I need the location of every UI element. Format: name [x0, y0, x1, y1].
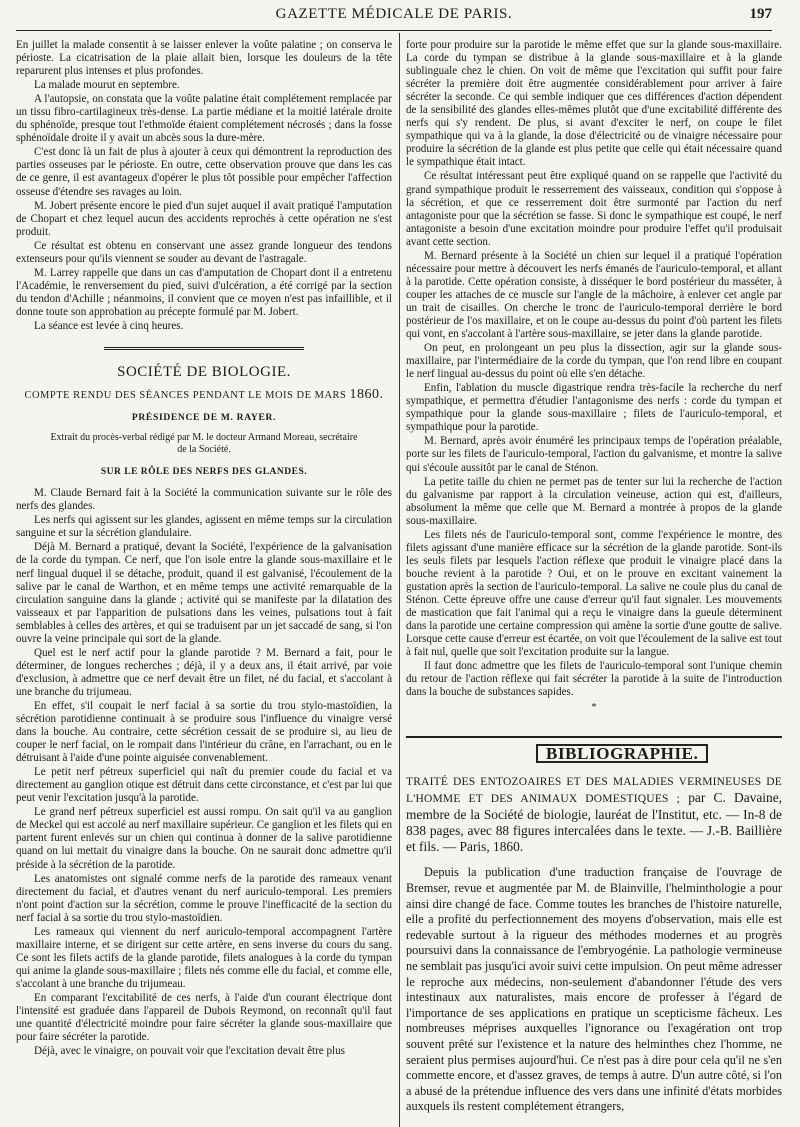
paragraph: La malade mourut en septembre. [34, 79, 180, 92]
end-mark: * [591, 702, 597, 714]
paragraph: Déjà M. Bernard a pratiqué, devant la Société, l'expérience de la galvanisation de la corde du tympan. Ce nerf, que l'on isole entre la glande sous-maxillaire et le nerf lingual duquel il se détache, produit, quand il est galvanisé, l'écoulement de la salive par le canal de Warthon, et en même temps une activité remarquable de la circulation sanguine dans la glande ; activité qui se manifeste par la dilatation des vaisseaux et par l'apparition de pulsations dans les veines, pulsations tout à fait semblables à celles des artères, et qui se traduisent par un jet saccadé de sang, si l'on ouvre la veine principale qui sort de la glande. [16, 541, 392, 645]
paragraph: Le petit nerf pétreux superficiel qui naît du premier coude du facial et va directement au ganglion otique est détruit dans cette circonstance, et c'est par lui que peut venir l'excitation jusqu'à la parotide. [16, 766, 392, 805]
book-details: par C. Davaine, membre de la Société de biologie, lauréat de l'Institut, etc. — In-8 de 838 pages, avec 88 figures intercalées dans le texte. — J.-B. Baillière et fils. — Paris, 1860. [406, 790, 782, 855]
paragraph: En comparant l'excitabilité de ces nerfs, à l'aide d'un courant électrique dont l'intensité est graduée dans l'appareil de Dubois Reymond, on reconnaît qu'il faut une quantité d'électricité moindre pour faire sécréter la glande sous-maxillaire que pour faire sécréter la parotide. [16, 992, 392, 1044]
section-title: SOCIÉTÉ DE BIOLOGIE. [117, 364, 291, 381]
page-header [16, 6, 772, 31]
paragraph: Le grand nerf pétreux superficiel est aussi rompu. On sait qu'il va au ganglion de Meckel qui est accolé au nerf maxillaire supérieur. Ce ganglion et les filets qui en partent furent enlevés sur un chien qui continua à donner de la salive parotidienne quand on lui mettait du vinaigre dans la bouche. On ne saurait donc admettre qu'il préside à la sécrétion de la parotide. [16, 806, 392, 871]
paragraph: M. Jobert présente encore le pied d'un sujet auquel il avait pratiqué l'amputation de Chopart et chez lequel aucun des accidents reprochés à cette opération ne s'est produit. [16, 199, 392, 238]
right-column [406, 39, 782, 1123]
paragraph: Les rameaux qui viennent du nerf auriculo-temporal accompagnent l'artère maxillaire interne, et se dirigent sur cette artère, en sens inverse du cours du sang. Ce sont les filets actifs de la glande parotide, filets analogues à la corde du tympan qui anime la glande sous-maxillaire ; filets nés comme elle du facial, et comme elle, s'accolant à une branche du trijumeau. [16, 925, 392, 990]
book-title: TRAITÉ DES ENTOZOAIRES ET DES MALADIES VERMINEUSES DE L'HOMME ET DES ANIMAUX DOMESTIQUES ; [406, 776, 782, 806]
journal-title: GAZETTE MÉDICALE DE PARIS. [275, 6, 513, 22]
paragraph: La petite taille du chien ne permet pas de tenter sur lui la recherche de l'action du galvanisme par rapport à la circulation veineuse, action qui est, d'ailleurs, absolument la même que celle que M. Bernard a montrée à propos de la glande sous-maxillaire. [406, 475, 782, 527]
paragraph: C'est donc là un fait de plus à ajouter à ceux qui démontrent la reproduction des parties osseuses par le périoste. En outre, cette observation prouve que dans les cas de ce genre, il est avantageux d'opérer le plus tôt possible pour empêcher l'affection osseuse d'étendre ses ravages au loin. [16, 146, 392, 198]
bibliography-heading: BIBLIOGRAPHIE. [536, 744, 708, 763]
paragraph: M. Claude Bernard fait à la Société la communication suivante sur le rôle des nerfs des glandes. [16, 487, 392, 513]
paragraph: Ce résultat est obtenu en conservant une assez grande longueur des tendons extenseurs pour qu'ils viennent se souder au devant de l'astragale. [16, 239, 392, 265]
paragraph: Les nerfs qui agissent sur les glandes, agissent en même temps sur la circulation sanguine et sur la sécrétion glandulaire. [16, 514, 392, 540]
extrait-note: Extrait du procès-verbal rédigé par M. le docteur Armand Moreau, secrétaire de la Société. [50, 432, 358, 456]
page-number: 197 [749, 6, 772, 22]
left-column [16, 39, 392, 1123]
subtitle-year: 1860. [349, 387, 384, 403]
paragraph: On peut, en prolongeant un peu plus la dissection, agir sur la glande sous-maxillaire, par l'intermédiaire de la corde du tympan, que l'on rend libre en coupant le nerf lingual au-dessus du point où elle s'en détache. [406, 342, 782, 381]
paragraph: Ce résultat intéressant peut être expliqué quand on se rappelle que l'activité du grand sympathique produit le resserrement des vaisseaux, condition qui s'oppose à la sécrétion, et que ce resserrement doit être surmonté par l'action du nerf antagoniste pour que la sécrétion se fasse. Si donc le sympathique est coupé, le nerf antagoniste a besoin d'une excitation moindre pour produire l'effet qu'il produisait avant cette section. [406, 170, 782, 248]
section-rule [104, 347, 304, 350]
paragraph: La séance est levée à cinq heures. [34, 319, 184, 332]
column-divider [399, 33, 400, 1127]
paragraph: Les anatomistes ont signalé comme nerfs de la parotide des rameaux venant directement du facial, et d'autres venant du nerf auriculo-temporal. Les premiers n'ont point d'action sur la sécrétion, comme le prouve l'inefficacité de la section du nerf facial à sa sortie du trou stylo-mastoïdien. [16, 872, 392, 924]
book-review [406, 865, 782, 1115]
paragraph: forte pour produire sur la parotide le même effet que sur la glande sous-maxillaire. La corde du tympan se distribue à la glande sous-maxillaire et à la glande sublinguale chez le chien. On voit de même que l'excitation qui suffit pour faire sécréter la première doit être augmentée considérablement pour arriver à faire sécréter la seconde. Ce qui semble indiquer que ces différences d'action dépendent de la sensibilité des glandes elles-mêmes plutôt que d'une excitabilité différente des nerfs qui s'y rendent. De plus, si avant d'exciter le nerf, on coupe le filet sympathique qui va à la glande, la dose d'électricité ou de vinaigre nécessaire pour produire la sécrétion de la glande est plus petite que celle qui était nécessaire quand le sympathique était intact. [406, 39, 782, 169]
two-column-body [16, 39, 790, 1123]
section-subtitle [16, 388, 392, 402]
paragraph: En effet, s'il coupait le nerf facial à sa sortie du trou stylo-mastoïdien, la sécrétion parotidienne continuait à se produire sous l'influence du vinaigre versé dans la bouche. Au contraire, cette sécrétion cessait de se produire si, au lieu de couper le nerf facial, on le rompait dans l'intérieur du crâne, en l'arrachant, ou en le détruisant à l'aide d'une pointe aiguisée convenablement. [16, 699, 392, 765]
paragraph: En juillet la malade consentit à se laisser enlever la voûte palatine ; on conserva le périoste. La cicatrisation de la plaie allait bien, lorsque les douleurs de la tête reparurent plus intenses et plus profondes. [16, 39, 392, 78]
subtitle-text: COMPTE RENDU DES SÉANCES PENDANT LE MOIS DE MARS [24, 390, 347, 402]
presidence-line: PRÉSIDENCE DE M. RAYER. [131, 413, 277, 424]
paragraph: A l'autopsie, on constata que la voûte palatine était complétement remplacée par un tissu fibro-cartilagineux très-dense. La partie médiane et la moitié latérale droite du sphénoïde, presque tout l'ethmoïde étaient complétement nécrosés ; dans la fosse sphénoïdale droite il y avait un abcès sous la dure-mère. [16, 93, 392, 145]
review-paragraph: Depuis la publication d'une traduction française de l'ouvrage de Bremser, revue et augmentée par M. de Blainville, l'helminthologie a pour ainsi dire changé de face. Comme toutes les branches de l'histoire naturelle, elle a profité du perfectionnement des moyens d'observation, mais elle est redevable surtout à la rigueur des méthodes modernes et au progrès poursuivi dans la connaissance de l'embryogénie. La pathologie vermineuse ne semblait pas jusqu'ici avoir suivi cette impulsion. On peut même adresser le reproche aux médecins, non-seulement d'abandonner l'étude des vers intestinaux aux naturalistes, mais encore de professer à l'égard de l'importance de ses applications en pratique un scepticisme fâcheux. Les nombreuses méprises auxquelles l'ignorance ou l'exagération ont trop souvent prêté sur l'existence et la nature des helminthes chez l'homme, ne seraient plus permises aujourd'hui. Ce n'est pas à dire pour cela qu'il ne s'en commette encore, et d'assez graves, de temps à autre. D'un autre côté, si l'on a abusé de la prétendue influence des vers dans une infinité d'états morbides auxquels ils restent complétement étrangers, [406, 865, 782, 1114]
paragraph: M. Larrey rappelle que dans un cas d'amputation de Chopart dont il a entretenu l'Académie, le renversement du pied, suivi d'ulcération, a été corrigé par la section du tendon d'Achille ; néanmoins, il convient que ce moyen n'est pas infaillible, et il donne toute son approbation au précepte formulé par M. Jobert. [16, 266, 392, 318]
paragraph: Enfin, l'ablation du muscle digastrique rendra très-facile la recherche du nerf sympathique, et permettra d'étudier l'antagonisme des nerfs : corde du tympan et sympathique pour la glande sous-maxillaire ; filets de l'auriculo-temporal, et sympathique pour la parotide. [406, 382, 782, 434]
book-citation [406, 773, 782, 855]
topic-heading: SUR LE RÔLE DES NERFS DES GLANDES. [100, 467, 308, 478]
bibliography-section [406, 736, 782, 1115]
paragraph: Les filets nés de l'auriculo-temporal sont, comme l'expérience le montre, des filets agissant d'une manière efficace sur la sécrétion de la glande parotide. Sont-ils les seuls filets par lesquels l'action réflexe que produit le vinaigre placé dans la bouche revient à la parotide ? Oui, et on le prouve en excitant vainement la gustation après la section de l'auriculo-temporal. La salive ne coule plus du canal de Sténon. Cette épreuve offre une cause d'erreur qu'il faut signaler. Les mouvements de mastication que fait l'animal qui a reçu le vinaigre dans la gueule déterminent dans la parotide une certaine compression qui amène la sortie d'une goutte de salive. Lorsque cette cause d'erreur est écartée, on voit que l'écoulement de la salive est tout à fait nul, quelle que soit l'excitation produite sur la langue. [406, 528, 782, 659]
paragraph: Il faut donc admettre que les filets de l'auriculo-temporal sont l'unique chemin du retour de l'action réflexe qui fait sécréter la parotide à la suite de l'introduction dans la bouche de substances sapides. [406, 660, 782, 699]
paragraph: M. Bernard, après avoir énuméré les principaux temps de l'opération préalable, porte sur les filets de l'auriculo-temporal, l'action du galvanisme, et montre la salive qui s'écoule aussitôt par le canal de Sténon. [406, 435, 782, 474]
paragraph: M. Bernard présente à la Société un chien sur lequel il a pratiqué l'opération nécessaire pour mettre à découvert les nerfs émanés de l'auriculo-temporal, et allant à la parotide. Cette opération consiste, à disséquer le bord postérieur du masséter, à couper les attaches de ce muscle sur l'angle de la mâchoire, à enlever cet angle par un trait de cisailles. On cherche le tronc de l'auriculo-temporal derrière le bord postérieur de l'os maxillaire, et on le coupe au-dessus du point d'où partent les filets qui vont, en s'accolant à l'artère sous-maxillaire, se jeter dans la glande parotide. [406, 249, 782, 341]
paragraph: Déjà, avec le vinaigre, on pouvait voir que l'excitation devait être plus [34, 1045, 345, 1058]
paragraph: Quel est le nerf actif pour la glande parotide ? M. Bernard a fait, pour le déterminer, de longues recherches ; déjà, il y a deux ans, il était arrivé, par voie d'exclusion, à admettre que ce nerf devait être un filet, né du facial, et s'accolant à une branche du trijumeau. [16, 646, 392, 698]
